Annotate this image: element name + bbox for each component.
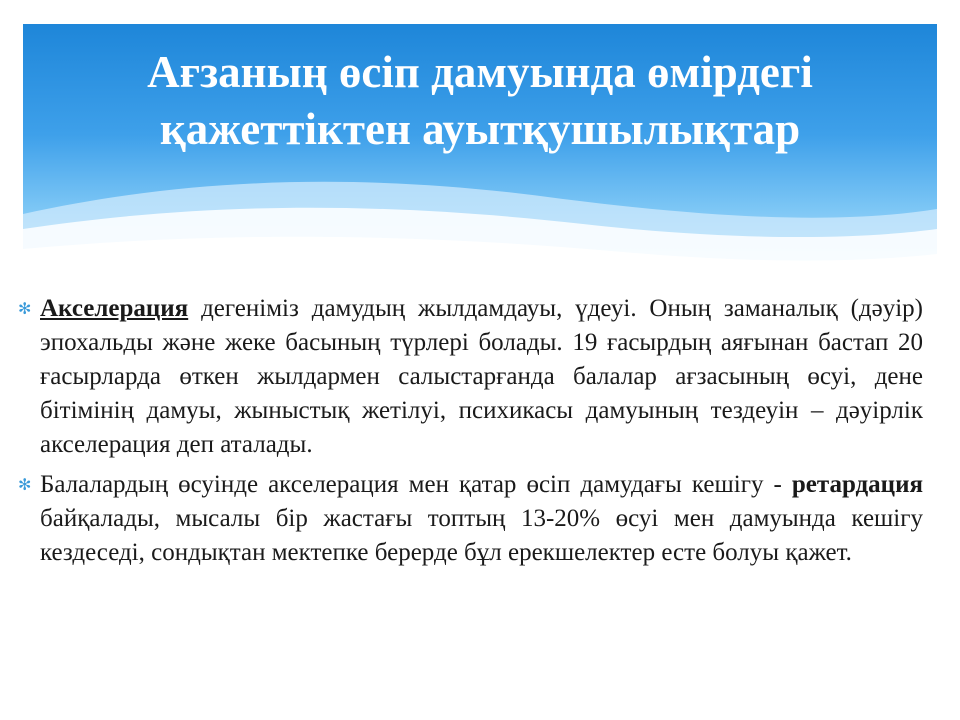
bullet-text: дегеніміз дамудың жылдамдауы, үдеуі. Оның заманалық (дәуір) эпохальды және жеке басының түрлері болады. 19 ғасырдың аяғынан бастап 20 ғасырларда өткен жылдармен салыстарғанда балалар ағзасының өсуі, дене бітімінің дамуы, жыныстық жетілуі, психикасы дамуының тездеуін – дәуірлік акселерация деп аталады. <box>40 295 923 458</box>
bullet-item-acceleration <box>18 292 923 462</box>
bullet-text-after: байқалады, мысалы бір жастағы топтың 13-20% өсуі мен дамуында кешігу кездеседі, сондықтан мектепке берерде бұл ерекшелектер есте болуы қажет. <box>40 505 923 566</box>
slide-title <box>23 44 937 158</box>
asterisk-bullet-icon: ✻ <box>18 475 32 494</box>
slide-body <box>18 292 923 576</box>
title-line-2: қажеттіктен ауытқушылықтар <box>159 104 801 154</box>
title-line-1: Ағзаның өсіп дамуында өмірдегі <box>147 47 813 97</box>
term-retardation: ретардация <box>791 471 923 498</box>
bullet-text-before: Балалардың өсуінде акселерация мен қатар өсіп дамудағы кешігу - <box>40 471 792 498</box>
asterisk-bullet-icon: ✻ <box>18 299 32 318</box>
term-acceleration: Акселерация <box>40 295 189 322</box>
bullet-item-retardation <box>18 468 923 570</box>
